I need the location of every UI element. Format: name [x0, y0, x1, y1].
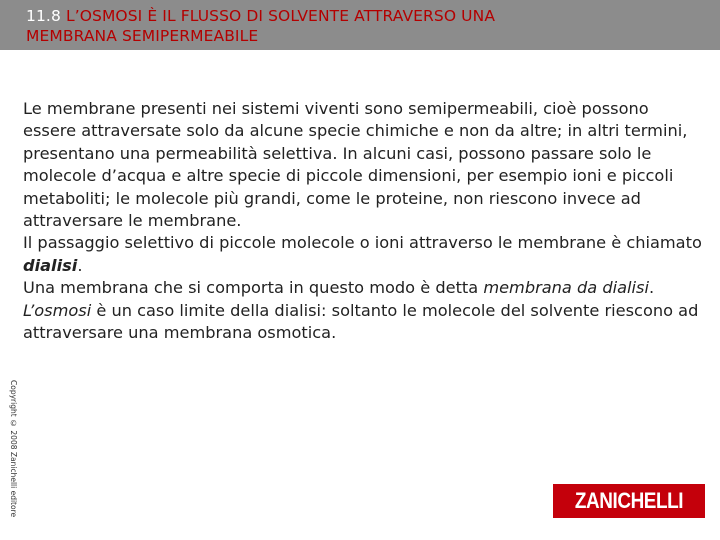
paragraph-4-text: è un caso limite della dialisi: soltanto le molecole del solvente riescono ad attraversare una membrana osmotica.	[23, 300, 699, 343]
slide-title	[26, 6, 706, 46]
title-line-1: L’OSMOSI È IL FLUSSO DI SOLVENTE ATTRAVERSO UNA	[65, 7, 496, 25]
paragraph-2	[23, 232, 703, 277]
paragraph-3-end: .	[648, 278, 655, 298]
paragraph-2-text: Il passaggio selettivo di piccole molecole o ioni attraverso le membrane è chiamato	[23, 233, 702, 253]
title-line-2: MEMBRANA SEMIPERMEABILE	[26, 27, 259, 45]
body-text	[23, 98, 703, 344]
term-dialisi: dialisi	[23, 255, 78, 275]
paragraph-2-end: .	[77, 255, 83, 275]
publisher-logo	[553, 484, 705, 518]
copyright-notice: Copyright © 2008 Zanichelli editore	[9, 380, 18, 518]
section-number: 11.8	[26, 7, 61, 25]
paragraph-3	[23, 277, 703, 299]
paragraph-1: Le membrane presenti nei sistemi viventi sono semipermeabili, cioè possono essere attraversate solo da alcune specie chimiche e non da altre; in altri termini, presentano una permeabilità selettiva. In alcuni casi, possono passare solo le molecole d’acqua e altre specie di piccole dimensioni, per esempio ioni e piccoli metaboliti; le molecole più grandi, come le proteine, non riescono invece ad attraversare le membrane.	[23, 99, 688, 231]
title-bar	[0, 0, 720, 50]
paragraph-3-text: Una membrana che si comporta in questo modo è detta	[23, 278, 484, 298]
publisher-logo-text: ZANICHELLI	[574, 488, 684, 513]
term-membrana-da-dialisi: membrana da dialisi	[483, 278, 649, 298]
term-osmosi: L’osmosi	[23, 300, 92, 320]
paragraph-4	[23, 300, 703, 345]
